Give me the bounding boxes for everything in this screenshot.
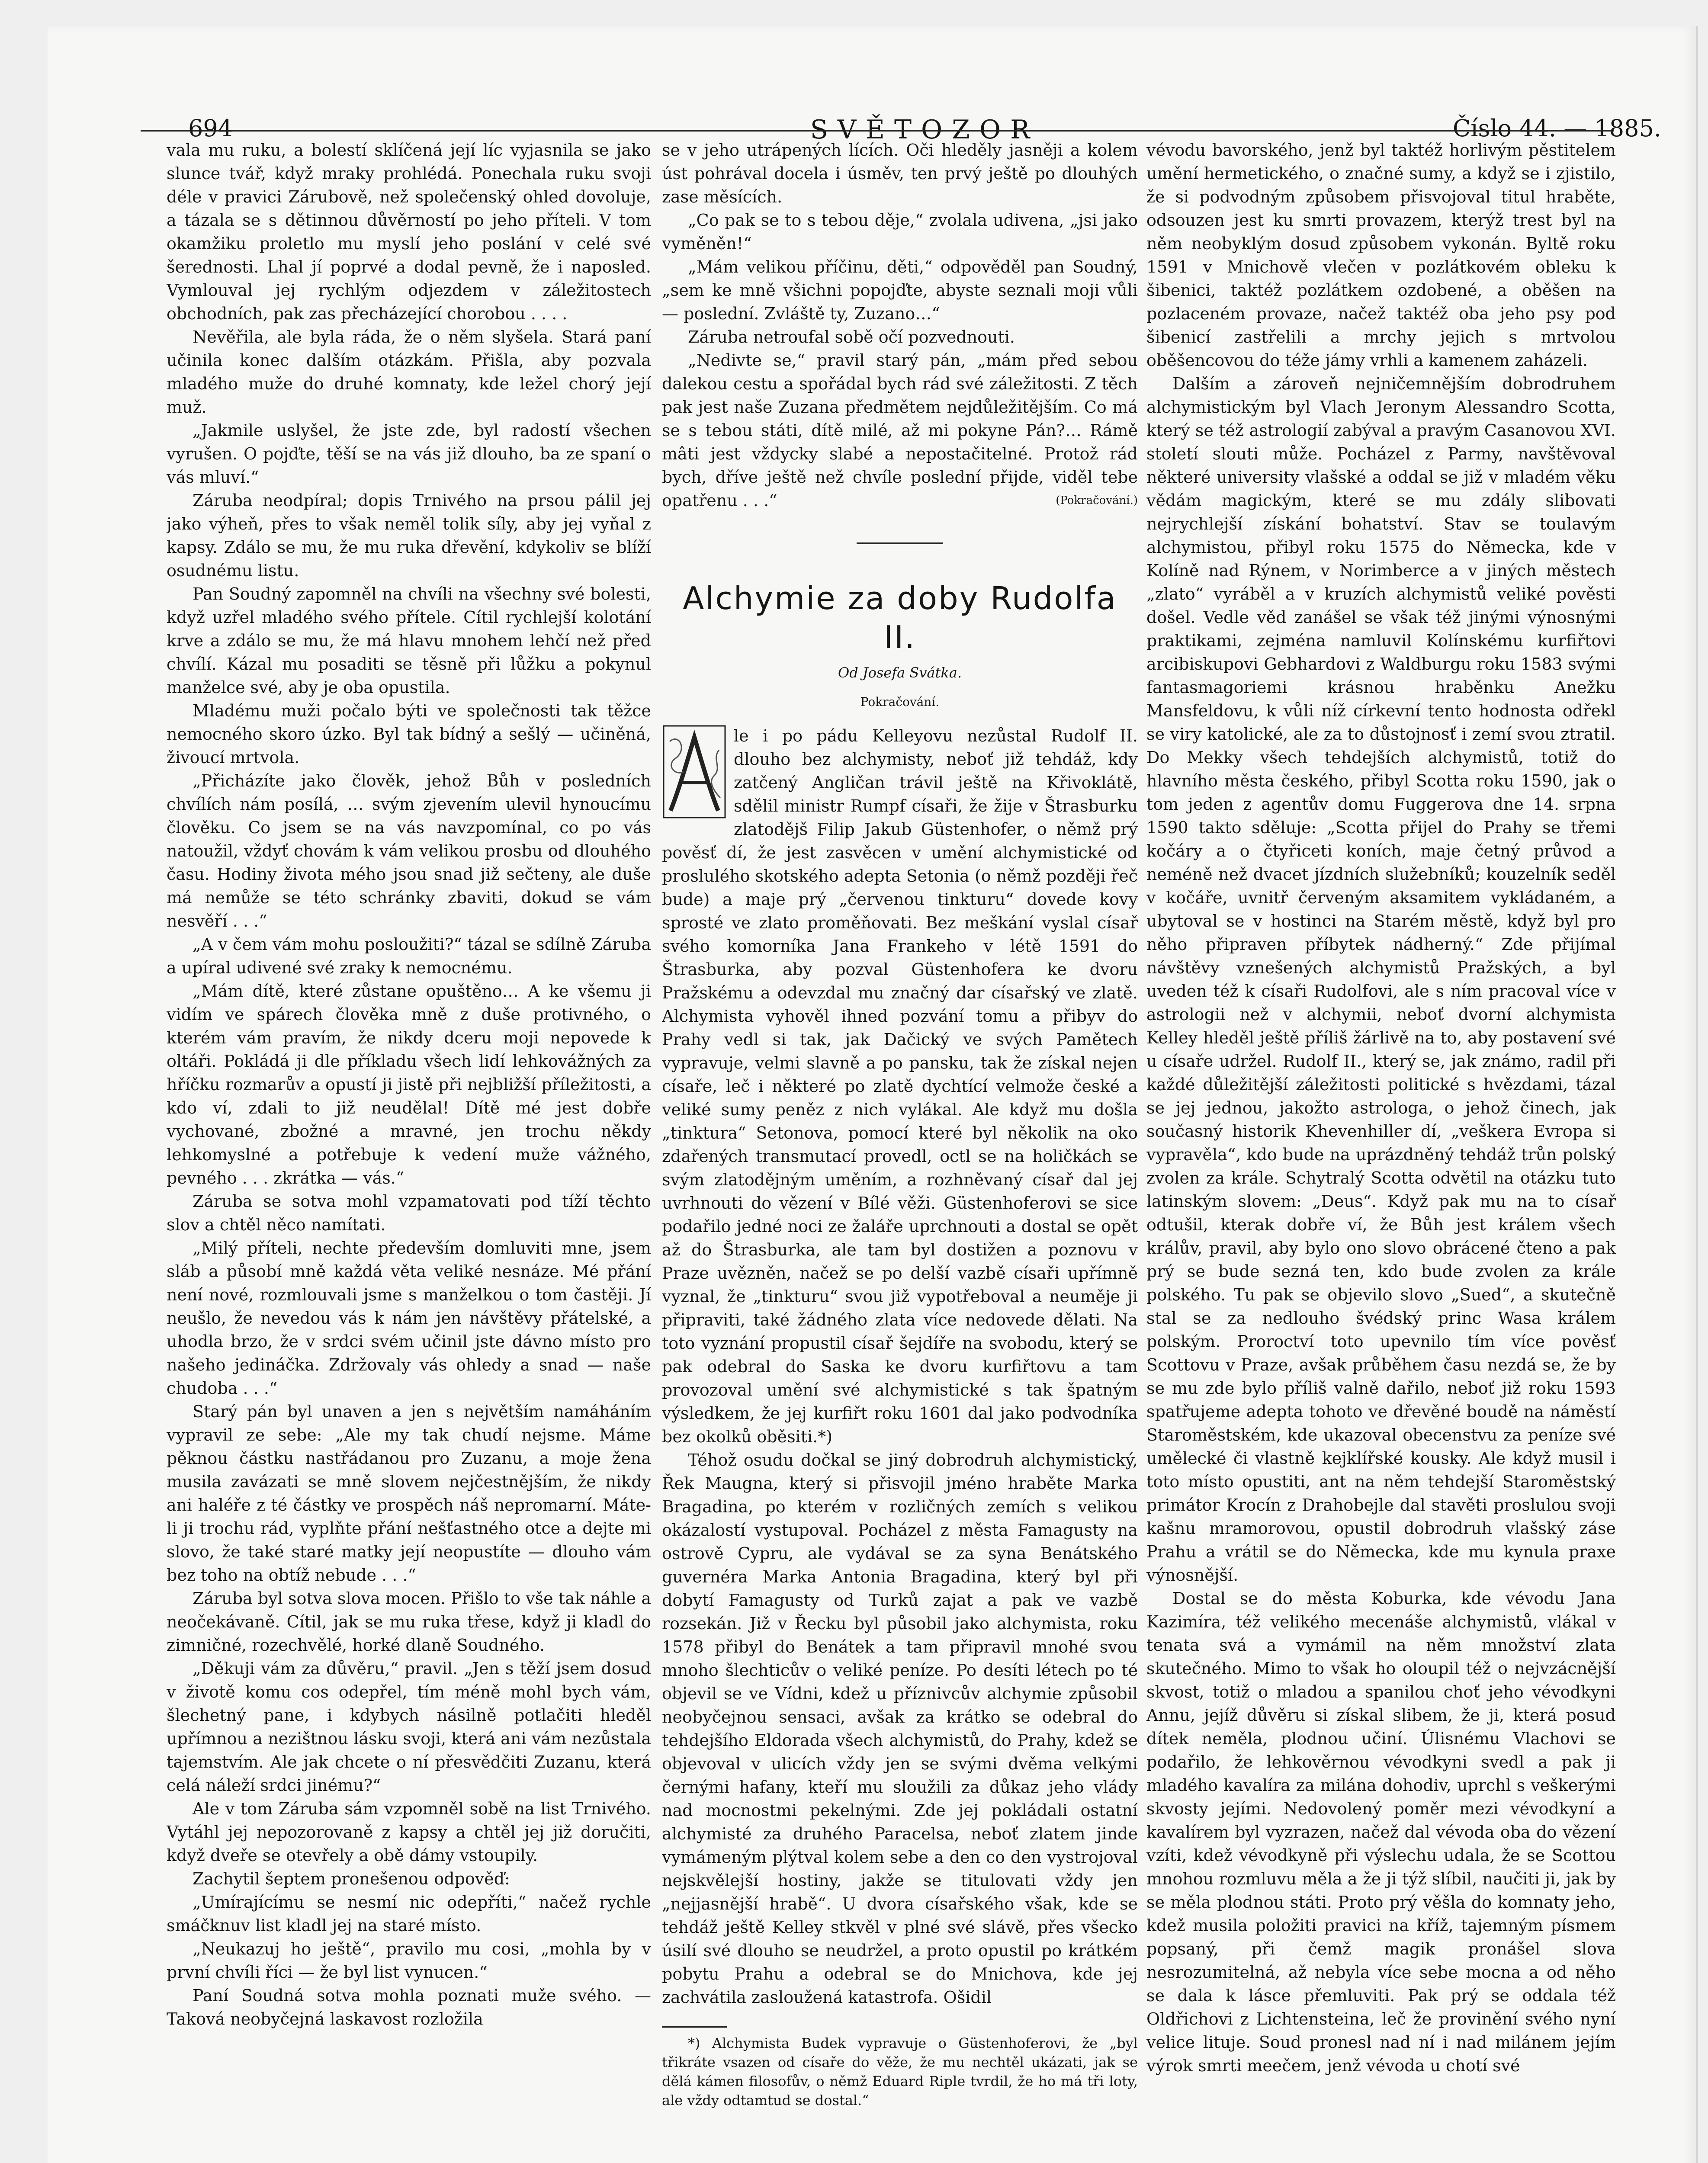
paragraph: Mladému muži počalo býti ve společnosti tak těžce nemocného skoro úzko. Byl tak bídný a sešlý — učiněná, živoucí mrtvola. xyxy=(167,701,651,767)
masthead: SVĚTOZOR xyxy=(810,115,1040,145)
article-title: Alchymie za doby Rudolfa II. xyxy=(683,580,1117,655)
paragraph xyxy=(662,349,1138,512)
section-separator xyxy=(857,542,943,544)
footnote-rule xyxy=(662,2026,727,2028)
paragraph: Záruba se sotva mohl vzpamatovati pod tíží těchto slov a chtěl něco namítati. xyxy=(167,1192,651,1234)
paragraph: „Milý příteli, nechte především domluviti mne, jsem sláb a působí mně každá věta veliké nesnáze. Mé přání není nové, rozmlouvali jsme s manželkou o tom častěji. Jí neušlo, že nevedou vás k nám jen návštěvy přátelské, a uhodla brzo, že v srdci svém učinil jste dávno místo pro našeho jedináčka. Zdržovaly vás ohledy a snad — naše chudoba . . .“ xyxy=(167,1239,651,1398)
paragraph xyxy=(662,724,1138,1448)
paragraph: Ale v tom Záruba sám vzpomněl sobě na list Trnivého. Vytáhl jej nepozorovaně z kapsy a chtěl jej již doručiti, když dveře se otevřely a obě dámy vstoupily. xyxy=(167,1799,651,1865)
footnote: *) Alchymista Budek vypravuje o Güstenhoferovi, že „byl třikráte vsazen od císaře do věže, že mu nechtěl ukázati, jak se dělá kámen filosofův, o němž Eduard Riple tvrdil, že ho má tři loty, ale vždy odtamtud se dostal.“ xyxy=(662,2035,1138,2108)
paragraph-text: le i po pádu Kelleyovu nezůstal Rudolf II. dlouho bez alchymisty, neboť již tehdáž, kdy zatčený Angličan trávil ještě na Křivoklátě, sdělil ministr Rumpf císaři, že žije v Štrasburku zlatodějš Filip Jakub Güstenhofer, o němž prý pověsť dí, že jest zasvěcen v umění alchymistické od proslulého skotského adepta Setonia (o němž později řeč bude) a maje prý „červenou tinkturu“ dovede kovy sprosté ve zlato proměňovati. Bez meškání vyslal císař svého komorníka Jana Frankeho v létě 1591 do Štrasburka, aby pozval Güstenhofera ke dvoru Pražskému a odevzdal mu značný dar císařský ve zlatě. Alchymista vyhověl ihned pozvání tomu a přibyv do Prahy vedl si tak, jak Dačický ve svých Pamětech vypravuje, velmi slavně a po pansku, tak že získal nejen císaře, leč i některé po zlatě dychtící velmože české a veliké sumy peněz z nich vylákal. Ale když mu došla „tinktura“ Setonova, pomocí které byl několik na oko zdařených transmutací provedl, octl se na holičkách se svým zlatodějným uměním, a rozhněvaný císař dal jej uvrhnouti do vězení v Bílé věži. Güstenhoferovi se sice podařilo jedné noci ze žaláře uprchnouti a dostal se opět až do Štrasburka, ale tam byl dostižen a poznovu v Praze uvězněn, načež se po delší vazbě císaři upřímně vyznal, že „tinkturu“ svou již vypotřeboval a neuměje ji připraviti, také žádného zlata více nedovede dělati. Na toto vyznání propustil císař šejdíře na svobodu, který se pak odebral do Saska ke dvoru kurfiřtovu a tam provozoval umění své alchymistické s tak špatným výsledkem, že jej kurfiřt roku 1601 dal jako podvodníka bez okolků oběsiti.*) xyxy=(662,726,1138,1446)
continued-label: (Pokračování.) xyxy=(1056,494,1138,507)
paragraph: Záruba netroufal sobě očí pozvednouti. xyxy=(688,327,1015,347)
page-number: 694 xyxy=(188,115,233,142)
paragraph: vévodu bavorského, jenž byl taktéž horlivým pěstitelem umění hermetického, o značné sumy, a když se i zjistilo, že si podvodným způsobem přisvojoval titul hraběte, odsouzen jest ku smrti provazem, kterýž trest byl na něm neobyklým dosud způsobem vykonán. Byltě roku 1591 v Mnichově vlečen v pozlátkovém obleku k šibenici, taktéž pozlátkem ozdobené, a oběšen na pozlaceném provaze, načež taktéž oba jeho psy pod šibenicí zastřelili a mrchy jejich s mrtvolou oběšencovou do téže jámy vrhli a kamenem zaházeli. xyxy=(1146,141,1616,370)
paragraph: „A v čem vám mohu posloužiti?“ tázal se sdílně Záruba a upíral udivené své zraky k nemocnému. xyxy=(167,935,651,977)
paragraph: vala mu ruku, a bolestí sklíčená její líc vyjasnila se jako slunce tvář, když mraky prohlédá. Ponechala ruku svoji déle v pravici Zárubově, než společenský ohled dovoluje, a tázala se s dětinnou důvěrností po jeho příteli. V tom okamžiku proletlo mu myslí jeho poslání v celé své šerednosti. Lhal jí poprvé a dodal pevně, že i naposled. Vymlouval jej rychlým odjezdem v záležitostech obchodních, pak zas přecházející chorobou . . . . xyxy=(167,141,651,323)
paragraph: Záruba neodpíral; dopis Trnivého na prsou pálil jej jako výheň, přes to však neměl tolik síly, aby jej vyňal z kapsy. Zdálo se mu, že mu ruka dřevění, kdykoliv se blíží osudnému listu. xyxy=(167,491,651,580)
paragraph: Nevěřila, ale byla ráda, že o něm slyšela. Stará paní učinila konec dalším otázkám. Přišla, aby pozvala mladého muže do druhé komnaty, kde ležel chorý její muž. xyxy=(167,327,651,417)
paragraph: Pan Soudný zapomněl na chvíli na všechny své bolesti, když uzřel mladého svého přítele. Cítil rychlejší kolotání krve a zdálo se mu, že má hlavu mnohem lehčí než před chvílí. Kázal mu posaditi se těsně při lůžku a pokynul manželce své, aby je oba opustila. xyxy=(167,584,651,697)
continuation-note: Pokračování. xyxy=(860,695,940,709)
paragraph: Zachytil šeptem pronešenou odpověď: xyxy=(193,1869,510,1888)
paragraph: Paní Soudná sotva mohla poznati muže svého. — Taková neobyčejná laskavost rozložila xyxy=(167,1986,651,2028)
paragraph: „Jakmile uslyšel, že jste zde, byl radostí všechen vyrušen. O pojďte, těší se na vás již dlouho, ba ze spaní o vás mluví.“ xyxy=(167,421,651,487)
paragraph: Téhož osudu dočkal se jiný dobrodruh alchymistický, Řek Maugna, který si přisvojil jméno hraběte Marka Bragadina, po kterém v rozličných zemích s velikou okázalostí vystupoval. Pocházel z města Famagusty na ostrově Cypru, ale vydával se za syna Benátského guvernéra Marka Antonia Bragadina, který byl při dobytí Famagusty od Turků zajat a pak ve vazbě rozsekán. Již v Řecku byl působil jako alchymista, roku 1578 přibyl do Benátek a tam připravil mnohé svou mnoho šlechticův o veliké peníze. Po desíti létech po té objevil se ve Vídni, kdež u příznivcův alchymie způsobil neobyčejnou sensaci, avšak za krátko se odebral do tehdejšího Eldorada všech alchymistů, do Prahy, kdež se objevoval v ulicích vždy jen se svými dvěma velkými černými hafany, kteří mu sloužili za důkaz jeho vlády nad mocnostmi pekelnými. Zde jej pokládali ostatní alchymisté za druhého Paracelsa, neboť zlatem jinde vymámeným plýtval kolem sebe a den co den vystrojoval nejskvělejší hostiny, jakže se titulovati vždy jen „nejjasnější hrabě“. U dvora císařského však, kde se tehdáž ještě Kelley stkvěl v plné své slávě, přes všecko úsilí své dlouho se neudržel, a proto opustil po krátkém pobytu Prahu a odebral se do Mnichova, kde jej zachvátila zasloužená katastrofa. Ošidil xyxy=(662,1451,1138,2007)
paragraph: Dalším a zároveň nejničemnějším dobrodruhem alchymistickým byl Vlach Jeronym Alessandro Scotta, který se též astrologií zabýval a pravým Casanovou XVI. století slouti může. Pocházel z Parmy, navštěvoval některé university vlašské a oddal se již v mladém věku vědám magickým, které se mu zdály slibovati nejrychlejší získání bohatství. Stav se toulavým alchymistou, přibyl roku 1575 do Německa, kde v Kolíně nad Rýnem, v Norimberce a v jiných městech „zlato“ vyráběl a v kruzích alchymistů veliké pověsti došel. Vedle věd zanášel se však též jinými výnosnými praktikami, zejména namluvil Kolínskému kurfiřtovi arcibiskupovi Gebhardovi z Waldburgu roku 1583 svými fantasmagoriemi krásnou hraběnku Anežku Mansfeldovu, k vůli níž církevní tento hodnosta odřekl se viry katolické, ale za to důstojnosť i zemí svou ztratil. Do Mekky všech tehdejších alchymistů, totiž do hlavního města českého, přibyl Scotta roku 1590, jak o tom jeden z agentův domu Fuggerova dne 14. srpna 1590 takto sděluje: „Scotta přijel do Prahy se třemi kočáry a o čtyřiceti koních, maje četný průvod a neméně než dvacet jízdních služebníků; kouzelník seděl v kočáře, uvnitř červeným aksamitem vykládaném, a ubytoval se v hostinci na Starém městě, když byl pro něho připraven příbytek nádherný.“ Zde přijímal návštěvy vznešených alchymistů Pražských, a byl uveden též k císaři Rudolfovi, ale s ním pracoval více v astrologii než v alchymii, neboť dvorní alchymista Kelley hleděl ještě příliš žárlivě na to, aby postavení své u císaře udržel. Rudolf II., který se, jak známo, radil při každé důležitější záležitosti politické s hvězdami, tázal se jej jednou, jakožto astrologa, o jehož činech, jak současný historik Khevenhiller dí, „veškera Evropa si vypravěla“, kdo bude na uprázdněný tehdáž trůn polský zvolen za krále. Schytralý Scotta odvětil na otázku tuto latinským slovem: „Deus“. Když pak mu na to císař odtušil, kterak dobře ví, že Bůh jest králem všech králův, pravil, aby bylo ono slovo obrácené čteno a pak prý se bude sezná ten, kdo bude zvolen za krále polského. Tu pak se objevilo slovo „Sued“, a skutečně stal se za nedlouho švédský princ Wasa králem polským. Proroctví toto upevnilo tím více pověsť Scottovu v Praze, avšak průběhem času nezdá se, že by se mu zde bylo příliš valně dařilo, neboť již roku 1593 spatřujeme adepta tohoto ve dřevěné boudě na náměstí Staroměstském, kde ukazoval obecenstvu za peníze své umělecké či vlastně kejklířské kousky. Ale když musil i toto místo opustiti, ant na něm tehdejší Staroměstský primátor Krocín z Drahobejle dal stavěti proslulou svoji kašnu mramorovou, opustil dobrodruh vlašský záse Prahu a vrátil se do Německa, kde mu kynula praxe výnosnější. xyxy=(1146,374,1616,1585)
column-3 xyxy=(1146,138,1616,2163)
issue-label: Číslo 44. — 1885. xyxy=(1452,115,1661,142)
paragraph-text: „Nedivte se,“ pravil starý pán, „mám před sebou dalekou cestu a spořádal bych rád své záležitosti. Z těch pak jest naše Zuzana předmětem nejdůležitějším. Co má se s tebou státi, dítě milé, až mi pokyne Pán?… Rámě mâti jest vždycky slabé a nepostačitelné. Protož rád bych, dříve ještě než chvíle poslední přijde, viděl tebe opatřenu . . .“ xyxy=(662,351,1138,510)
paragraph: Dostal se do města Koburka, kde vévodu Jana Kazimíra, též velikého mecenáše alchymistů, vlákal v tenata svá a vymámil na něm množství zlata skutečného. Mimo to však ho oloupil též o nejvzácnější skvost, totiž o mladou a spanilou choť jeho vévodkyni Annu, jejíž důvěru si získal slibem, že ji, která posud dítek neměla, plodnou učiní. Úlisnému Vlachovi se podařilo, že lehkověrnou vévodkyni svedl a pak ji mladého kavalíra za milána dohodiv, uprchl s veškerými skvosty jejími. Nedovolený poměr mezi vévodkyní a kavalírem byl vyzrazen, načež dal vévoda oba do vězení vzíti, kdež vévodkyně při výslechu udala, že se Scottou mnohou rozmluvu měla a že ji týž slíbil, naučiti ji, jak by se měla plodnou státi. Proto prý věšla do komnaty jeho, kdež musila položiti pravici na kříž, tajemným písmem popsaný, při čemž magik pronášel slova nesrozumitelná, až nebyla více sebe mocna a od něho se dala k lásce přemluviti. Pak prý se oddala též Oldřichovi z Lichtensteina, leč že provinění svého nyní velice lituje. Soud pronesl nad ní i nad milánem jejím výrok smrti meečem, jenž vévoda u chotí své xyxy=(1146,1589,1616,2075)
paragraph: Starý pán byl unaven a jen s největším namáháním vypravil ze sebe: „Ale my tak chudí nejsme. Máme pěknou částku nastřádanou pro Zuzanu, a moje žena musila zavázati se mně slovem nejčestnějším, že nikdy ani haléře z té částky ve prospěch náš nepromarní. Máte-li ji trochu rád, vyplňte přání nešťastného otce a dejte mi slovo, že také staré matky její neopustíte — dlouho vám bez toho na obtíž nebude . . .“ xyxy=(167,1402,651,1585)
paragraph: „Děkuji vám za důvěru,“ pravil. „Jen s těží jsem dosud v životě komu cos odepřel, tím méně mohl bych vám, šlechetný pane, i kdybych násilně potlačiti hleděl upřímnou a nezištnou lásku svoji, která ani vám nezůstala tajemstvím. Ale jak chcete o ní přesvědčiti Zuzanu, která celá náleží srdci jinému?“ xyxy=(167,1659,651,1795)
paragraph: „Přicházíte jako člověk, jehož Bůh v posledních chvílích nám posílá, … svým zjevením ulevil hynoucímu člověku. Co jsem se na vás navzpomínal, co po vás natoužil, vždyť chovám k vám velikou prosbu od dlouhého času. Hodiny života mého jsou snad již sečteny, ale duše má nemůže se této schránky zbaviti, dokud se vám nesvěří . . .“ xyxy=(167,771,651,931)
column-1 xyxy=(167,138,651,2163)
paragraph: „Umírajícímu se nesmí nic odepříti,“ načež rychle smáčknuv list kladl jej na staré místo. xyxy=(167,1893,651,1935)
decorative-initial-icon xyxy=(662,724,727,819)
header-rule xyxy=(141,130,1614,132)
paragraph: „Co pak se to s tebou děje,“ zvolala udivena, „jsi jako vyměněn!“ xyxy=(662,211,1138,253)
paragraph: „Mám velikou příčinu, děti,“ odpověděl pan Soudný, „sem ke mně všichni popojďte, abyste seznali moji vůli — poslední. Zvláště ty, Zuzano…“ xyxy=(662,257,1138,323)
article-byline: Od Josefa Svátka. xyxy=(838,664,962,681)
paragraph: se v jeho utrápených lících. Oči hleděly jasněji a kolem úst pohrával docela i úsměv, ten prvý ještě po dlouhých zase měsících. xyxy=(662,141,1138,206)
paragraph: „Neukazuj ho ještě“, pravilo mu cosi, „mohla by v první chvíli říci — že byl list vynucen.“ xyxy=(167,1939,651,1982)
paragraph: „Mám dítě, které zůstane opuštěno… A ke všemu ji vidím ve spárech člověka mně z duše protivného, o kterém vám pravím, že nikdy dceru moji nepovede k oltáři. Pokládá ji dle příkladu všech lidí lehkovážných za hříčku rozmarův a opustí ji jistě při nejbližší příležitosti, a kdo ví, zdali to již neudělal! Dítě mé jest dobře vychované, zbožné a mravné, jen trochu někdy lehkomyslné a potřebuje k vedení muže vážného, pevného . . . zkrátka — vás.“ xyxy=(167,982,651,1187)
paragraph: Záruba byl sotva slova mocen. Přišlo to vše tak náhle a neočekávaně. Cítil, jak se mu ruka třese, když ji kladl do zimničné, rozechvělé, horké dlaně Soudného. xyxy=(167,1589,651,1655)
column-2 xyxy=(662,138,1138,2163)
